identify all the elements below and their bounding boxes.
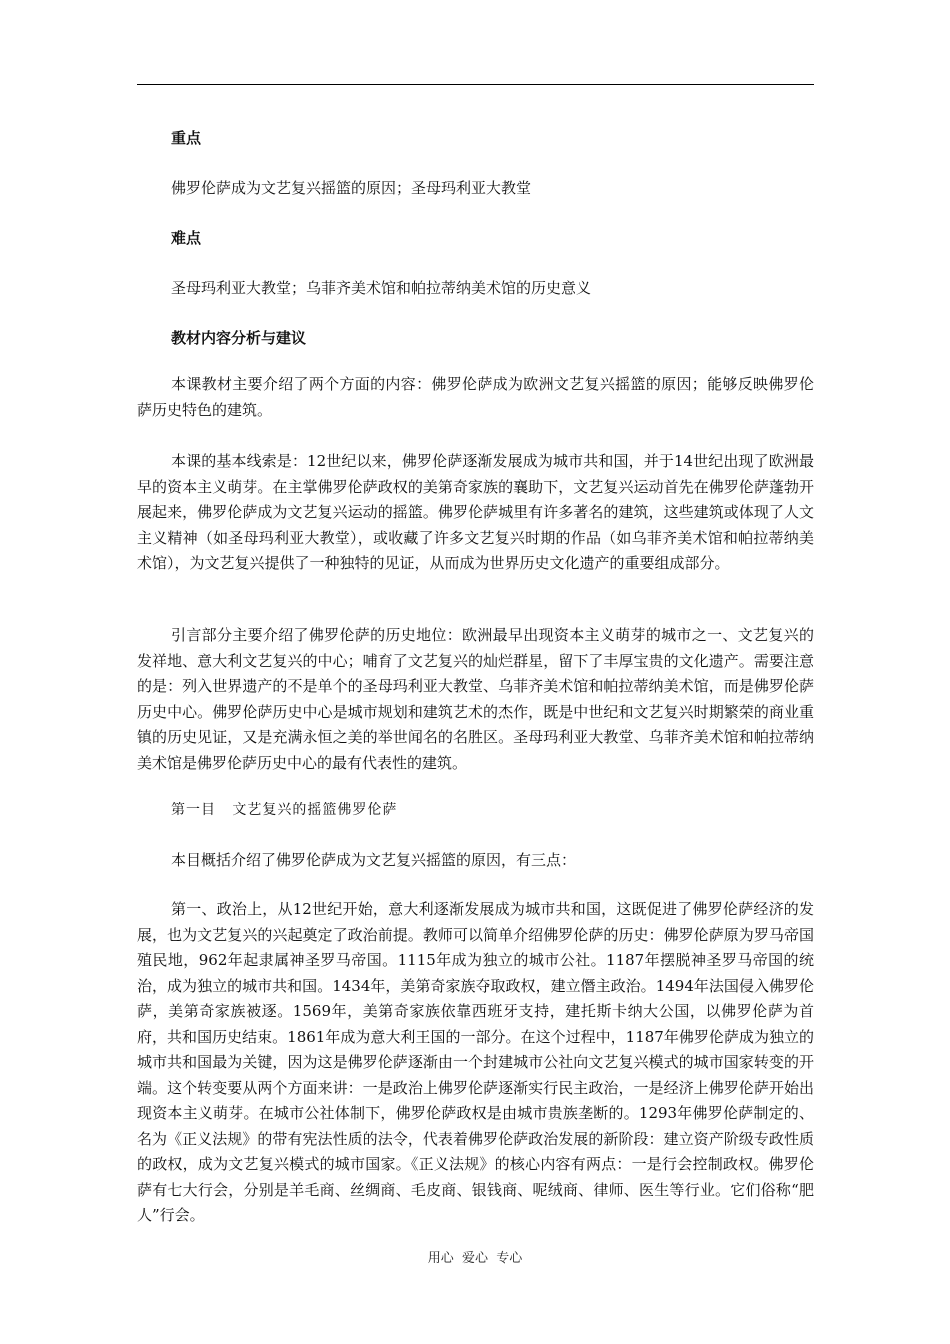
analysis-heading: 教材内容分析与建议 <box>171 329 307 347</box>
difficulties-heading: 难点 <box>171 229 202 247</box>
difficulties-text: 圣母玛利亚大教堂；乌菲齐美术馆和帕拉蒂纳美术馆的历史意义 <box>171 279 592 297</box>
paragraph-introduction: 引言部分主要介绍了佛罗伦萨的历史地位：欧洲最早出现资本主义萌芽的城市之一、文艺复兴的发祥地、意大利文艺复兴的中心；哺育了文艺复兴的灿烂群星，留下了丰厚宝贵的文化遗产。需要注意的是：列入世界遗产的不是单个的圣母玛利亚大教堂、乌菲齐美术馆和帕拉蒂纳美术馆，而是佛罗伦萨历史中心。佛罗伦萨历史中心是城市规划和建筑艺术的杰作，既是中世纪和文艺复兴时期繁荣的商业重镇的历史见证，又是充满永恒之美的举世闻名的名胜区。圣母玛利亚大教堂、乌菲齐美术馆和帕拉蒂纳美术馆是佛罗伦萨历史中心的最有代表性的建筑。 <box>137 626 814 772</box>
header-rule <box>137 84 814 85</box>
key-points-text: 佛罗伦萨成为文艺复兴摇篮的原因；圣母玛利亚大教堂 <box>171 179 532 197</box>
paragraph-political-reason: 第一、政治上，从12世纪开始，意大利逐渐发展成为城市共和国，这既促进了佛罗伦萨经济的发展，也为文艺复兴的兴起奠定了政治前提。教师可以简单介绍佛罗伦萨的历史：佛罗伦萨原为罗马帝国殖民地，962年起隶属神圣罗马帝国。1115年成为独立的城市公社。1187年摆脱神圣罗马帝国的统治，成为独立的城市共和国。1434年，美第奇家族夺取政权，建立僭主政治。1494年法国侵入佛罗伦萨，美第奇家族被逐。1569年，美第奇家族依靠西班牙支持，建托斯卡纳大公国，以佛罗伦萨为首府，共和国历史结束。1861年成为意大利王国的一部分。在这个过程中，1187年佛罗伦萨成为独立的城市共和国最为关键，因为这是佛罗伦萨逐渐由一个封建城市公社向文艺复兴模式的城市国家转变的开端。这个转变要从两个方面来讲：一是政治上佛罗伦萨逐渐实行民主政治，一是经济上佛罗伦萨开始出现资本主义萌芽。在城市公社体制下，佛罗伦萨政权是由城市贵族垄断的。1293年佛罗伦萨制定的、名为《正义法规》的带有宪法性质的法令，代表着佛罗伦萨政治发展的新阶段：建立资产阶级专政性质的政权，成为文艺复兴模式的城市国家。《正义法规》的核心内容有两点：一是行会控制政权。佛罗伦萨有七大行会，分别是羊毛商、丝绸商、毛皮商、银钱商、呢绒商、律师、医生等行业。它们俗称“肥人”行会。 <box>137 900 814 1224</box>
key-points-heading: 重点 <box>171 129 202 147</box>
paragraph-reasons-summary: 本目概括介绍了佛罗伦萨成为文艺复兴摇篮的原因，有三点： <box>171 851 577 869</box>
paragraph-main-thread: 本课的基本线索是：12世纪以来，佛罗伦萨逐渐发展成为城市共和国，并于14世纪出现了欧洲最早的资本主义萌芽。在主掌佛罗伦萨政权的美第奇家族的襄助下，文艺复兴运动首先在佛罗伦萨蓬勃开展起来，佛罗伦萨成为文艺复兴运动的摇篮。佛罗伦萨城里有许多著名的建筑，这些建筑或体现了人文主义精神（如圣母玛利亚大教堂），或收藏了许多文艺复兴时期的作品（如乌菲齐美术馆和帕拉蒂纳美术馆），为文艺复兴提供了一种独特的见证，从而成为世界历史文化遗产的重要组成部分。 <box>137 452 814 572</box>
section-title: 第一目 文艺复兴的摇篮佛罗伦萨 <box>171 802 398 818</box>
paragraph-overview: 本课教材主要介绍了两个方面的内容：佛罗伦萨成为欧洲文艺复兴摇篮的原因；能够反映佛罗伦萨历史特色的建筑。 <box>137 375 814 419</box>
page-footer: 用心 爱心 专心 <box>427 1251 523 1266</box>
